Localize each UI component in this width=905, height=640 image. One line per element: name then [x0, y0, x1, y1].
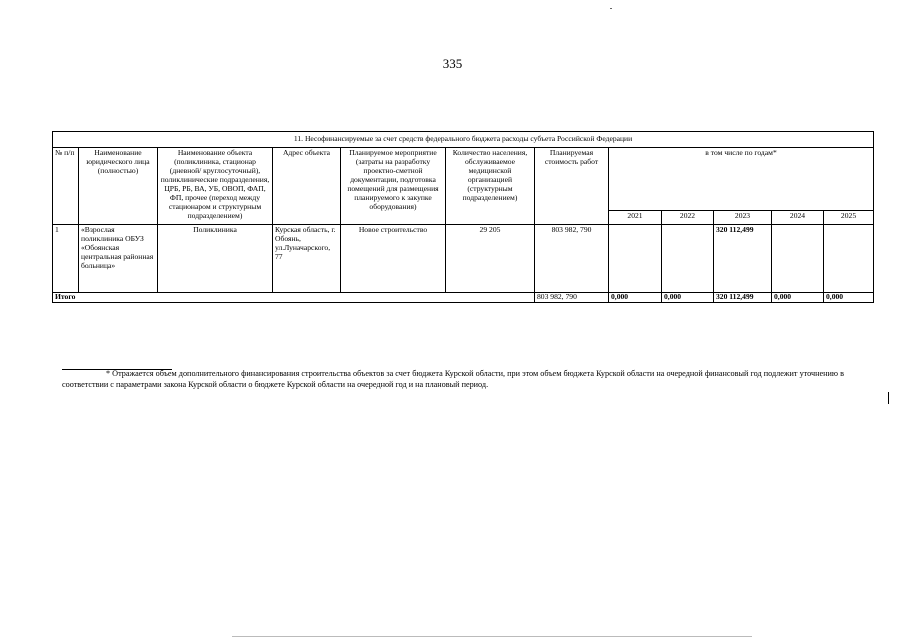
- expenses-table: [52, 131, 874, 303]
- header-population: Количество населения, обслуживаемое медицинской организацией (структурным подразделением): [446, 148, 535, 225]
- header-year: 2025: [824, 211, 874, 225]
- total-label: Итого: [53, 293, 535, 303]
- header-row: [53, 148, 874, 211]
- row-entity: «Взрослая поликлиника ОБУЗ «Обоянская центральная районная больница»: [79, 225, 158, 293]
- header-object-name: Наименование объекта (поликлиника, стационар (дневной/ круглосуточный), поликлинические подразделения, ЦРБ, РБ, ВА, УБ, ОВОП, ФАП, ФП, прочее (переход между стационаром и структурным подразделением): [158, 148, 273, 225]
- header-year: 2023: [714, 211, 772, 225]
- row-year-value: [662, 225, 714, 293]
- total-year-value: 0,000: [824, 293, 874, 303]
- header-year: 2024: [772, 211, 824, 225]
- table-title-row: [53, 132, 874, 148]
- total-year-value: 0,000: [662, 293, 714, 303]
- row-year-value: [824, 225, 874, 293]
- scan-artifact: [232, 636, 752, 637]
- row-population: 29 205: [446, 225, 535, 293]
- total-row: [53, 293, 874, 303]
- row-cost: 803 982, 790: [535, 225, 609, 293]
- header-activity: Планируемое мероприятие (затраты на разработку проектно-сметной документации, подготовка помещений для размещения планируемого к закупке оборудования): [341, 148, 446, 225]
- scan-artifact: [610, 8, 612, 9]
- page-number: 335: [442, 56, 463, 71]
- header-entity: Наименование юридического лица (полностью): [79, 148, 158, 225]
- table-row: [53, 225, 874, 293]
- header-address: Адрес объекта: [273, 148, 341, 225]
- row-object-name: Поликлиника: [158, 225, 273, 293]
- footnote: * Отражается объем дополнительного финансирования строительства объектов за счет бюджета Курской области, при этом объем бюджета Курской области на очередной финансовый год подлежит уточнению в соответствии с параметрами закона Курской области о бюджете Курской области на очередной год и на плановый период.: [62, 369, 844, 390]
- header-cost: Планируемая стоимость работ: [535, 148, 609, 225]
- row-activity: Новое строительство: [341, 225, 446, 293]
- total-cost: 803 982, 790: [535, 293, 609, 303]
- row-year-value: [772, 225, 824, 293]
- header-by-years: в том числе по годам*: [609, 148, 874, 211]
- total-year-value: 0,000: [772, 293, 824, 303]
- header-year: 2021: [609, 211, 662, 225]
- header-num: № п/п: [53, 148, 79, 225]
- header-year: 2022: [662, 211, 714, 225]
- scan-artifact: [888, 392, 889, 404]
- row-address: Курская область, г. Обоянь, ул.Луначарского, 77: [273, 225, 341, 293]
- table-title: 11. Несофинансируемые за счет средств федерального бюджета расходы субъета Российской Федерации: [53, 132, 874, 148]
- row-year-value: [609, 225, 662, 293]
- total-year-value: 320 112,499: [714, 293, 772, 303]
- row-year-value: 320 112,499: [714, 225, 772, 293]
- row-num: 1: [53, 225, 79, 293]
- total-year-value: 0,000: [609, 293, 662, 303]
